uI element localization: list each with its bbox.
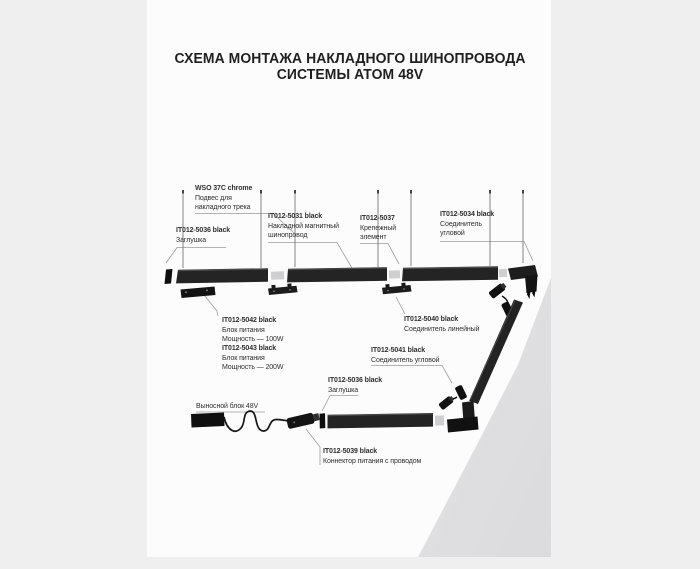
label-psu-200w-code: IT012-5043 black bbox=[222, 345, 277, 352]
page-title-line2: СИСТЕМЫ ATOM 48V bbox=[276, 66, 424, 83]
end-cap-top bbox=[165, 269, 173, 284]
leader-psu bbox=[204, 295, 218, 316]
label-suspension-desc1: Подвес для bbox=[195, 194, 232, 202]
label-corner-top-desc1: Соединитель bbox=[440, 220, 482, 228]
label-corner-mid-code: IT012-5041 black bbox=[371, 347, 426, 354]
corner-connector-top bbox=[508, 265, 538, 299]
label-track bbox=[268, 212, 339, 241]
label-suspension bbox=[195, 184, 252, 213]
label-power-connector bbox=[323, 447, 421, 466]
label-corner-mid-desc: Соединитель угловой bbox=[371, 356, 440, 364]
label-corner-top bbox=[440, 210, 494, 239]
leader-power-conn bbox=[306, 429, 320, 465]
leader-track bbox=[268, 243, 352, 269]
label-endcap-top-desc: Заглушка bbox=[176, 236, 207, 244]
label-remote-driver-text: Выносной блок 48V bbox=[196, 403, 259, 410]
remote-driver-box bbox=[191, 413, 225, 428]
label-corner-mid bbox=[371, 346, 439, 365]
leader-endcap-bottom bbox=[322, 396, 358, 412]
label-psu-200w-desc1: Блок питания bbox=[222, 354, 265, 362]
linear-connector bbox=[382, 283, 412, 295]
label-psu-100w-code: IT012-5042 black bbox=[222, 317, 277, 324]
label-power-connector-desc: Коннектор питания с проводом bbox=[323, 457, 422, 465]
label-psu-200w-desc2: Мощность — 200W bbox=[222, 364, 284, 372]
track-bar-bottom bbox=[328, 413, 434, 428]
mounting-clip bbox=[268, 283, 298, 295]
label-linear-connector-desc: Соединитель линейный bbox=[404, 325, 480, 333]
label-mount-desc2: элемент bbox=[360, 234, 387, 242]
label-linear-connector-code: IT012-5040 black bbox=[404, 316, 459, 323]
label-psu-100w bbox=[222, 316, 283, 345]
label-track-desc1: Накладной магнитный bbox=[268, 222, 339, 230]
label-track-code: IT012-5031 black bbox=[268, 213, 323, 220]
leader-corner-mid bbox=[371, 366, 452, 384]
leader-endcap-top bbox=[166, 248, 226, 264]
corner-piece-bottom bbox=[447, 401, 479, 433]
label-remote-driver bbox=[196, 402, 258, 412]
label-mount-desc1: Крепежный bbox=[360, 224, 397, 232]
label-psu-100w-desc2: Мощность — 100W bbox=[222, 336, 284, 344]
label-corner-top-desc2: угловой bbox=[440, 230, 465, 238]
end-cap-bottom bbox=[320, 413, 326, 428]
label-psu-200w bbox=[222, 344, 283, 373]
page-title-line1: СХЕМА МОНТАЖА НАКЛАДНОГО ШИНОПРОВОДА bbox=[174, 51, 526, 67]
label-linear-connector bbox=[404, 315, 479, 334]
power-supply-block bbox=[181, 287, 216, 299]
label-corner-top-code: IT012-5034 black bbox=[440, 211, 495, 218]
label-endcap-bottom bbox=[328, 376, 382, 395]
label-endcap-bottom-code: IT012-5036 black bbox=[328, 377, 383, 384]
leader-mount bbox=[360, 244, 399, 265]
track-bars bbox=[176, 266, 498, 283]
label-mount bbox=[360, 214, 396, 243]
leader-corner-top bbox=[440, 242, 533, 262]
leader-linear bbox=[396, 297, 405, 314]
label-suspension-desc2: накладного трека bbox=[195, 204, 251, 212]
label-psu-100w-desc1: Блок питания bbox=[222, 326, 265, 334]
label-endcap-top bbox=[176, 226, 230, 245]
power-cable bbox=[224, 411, 289, 431]
label-endcap-top-code: IT012-5036 black bbox=[176, 227, 231, 234]
label-track-desc2: шинопровод bbox=[268, 232, 308, 240]
power-connector-plug bbox=[286, 411, 320, 429]
label-endcap-bottom-desc: Заглушка bbox=[328, 386, 359, 394]
label-power-connector-code: IT012-5039 black bbox=[323, 448, 378, 455]
label-suspension-code: WSO 37C chrome bbox=[195, 185, 253, 192]
label-mount-code: IT012-5037 bbox=[360, 215, 395, 222]
